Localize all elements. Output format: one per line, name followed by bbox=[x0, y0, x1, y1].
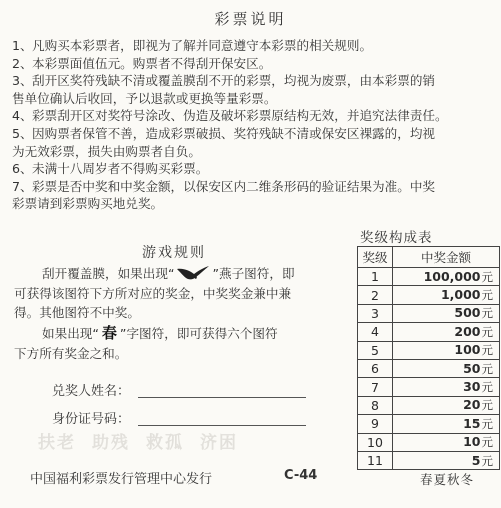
rule-line bbox=[12, 178, 490, 195]
rule-text: 彩票是否中奖和中奖金额，以保安区内二维条形码的验证结果为准。中奖 bbox=[32, 178, 435, 194]
prize-table-title: 奖级构成表 bbox=[360, 230, 433, 246]
currency-unit: 元 bbox=[481, 306, 493, 321]
prize-row bbox=[358, 415, 500, 433]
prize-amount: 100,000 bbox=[423, 268, 481, 284]
rule-text: 未满十八周岁者不得购买彩票。 bbox=[32, 161, 209, 177]
game-rule-text: 如果出现“ bbox=[42, 326, 99, 341]
prize-level: 3 bbox=[358, 304, 393, 322]
rule-line bbox=[12, 55, 490, 72]
id-number-label: 身份证号码： bbox=[52, 412, 131, 427]
currency-unit: 元 bbox=[481, 416, 493, 431]
game-rule-line: 可获得该图符下方所对应的奖金，中奖奖金兼中兼 bbox=[14, 286, 292, 301]
page-title: 彩票说明 bbox=[214, 10, 287, 28]
prize-level: 1 bbox=[358, 268, 393, 286]
prize-amount: 200 bbox=[454, 323, 481, 339]
slogan-word: 扶老 bbox=[38, 433, 76, 453]
prize-row bbox=[358, 341, 500, 359]
claimant-name-field[interactable] bbox=[138, 397, 306, 398]
id-number-field[interactable] bbox=[138, 425, 306, 426]
currency-unit: 元 bbox=[481, 380, 493, 395]
prize-row bbox=[358, 378, 500, 396]
rule-line bbox=[12, 160, 490, 177]
swallow-icon bbox=[176, 265, 210, 281]
rule-number: 5、 bbox=[12, 126, 33, 141]
game-rule-line: 得。其他图符不中奖。 bbox=[14, 305, 140, 320]
prize-table bbox=[357, 246, 500, 470]
rule-line bbox=[12, 90, 490, 107]
issuer-text: 中国福利彩票发行管理中心发行 bbox=[30, 472, 213, 487]
prize-level: 5 bbox=[358, 341, 393, 359]
prize-amount-cell bbox=[393, 396, 500, 414]
slogan-word: 救孤 bbox=[146, 433, 184, 453]
rule-line bbox=[12, 143, 490, 160]
prize-amount: 30 bbox=[463, 379, 481, 395]
prize-amount-cell bbox=[393, 286, 500, 304]
game-rule-line bbox=[42, 264, 372, 284]
prize-amount: 100 bbox=[454, 342, 481, 358]
rule-number: 2、 bbox=[12, 55, 33, 71]
rule-line bbox=[12, 195, 490, 212]
claimant-name-label: 兑奖人姓名： bbox=[52, 384, 131, 399]
game-rules-title: 游戏规则 bbox=[142, 245, 206, 261]
prize-level: 10 bbox=[358, 433, 393, 451]
rule-text: 彩票刮开区对奖符号涂改、伪造及破坏彩票原结构无效，并追究法律责任。 bbox=[32, 108, 448, 124]
spring-symbol: 春 bbox=[101, 324, 117, 342]
prize-amount-cell bbox=[393, 451, 500, 469]
prize-level: 2 bbox=[358, 286, 393, 304]
currency-unit: 元 bbox=[481, 343, 493, 358]
currency-unit: 元 bbox=[481, 269, 493, 284]
prize-amount-cell bbox=[393, 268, 500, 286]
prize-level: 6 bbox=[358, 359, 393, 377]
prize-amount: 20 bbox=[463, 397, 481, 413]
prize-row bbox=[358, 451, 500, 469]
prize-level: 8 bbox=[358, 396, 393, 414]
rule-text: 本彩票面值伍元。购票者不得刮开保安区。 bbox=[32, 55, 272, 71]
prize-amount-cell bbox=[393, 378, 500, 396]
header-level: 奖级 bbox=[358, 247, 393, 268]
currency-unit: 元 bbox=[481, 453, 493, 468]
prize-row bbox=[358, 268, 500, 286]
prize-level: 7 bbox=[358, 378, 393, 396]
rule-text: 售单位确认后收回，予以退款或更换等量彩票。 bbox=[12, 90, 277, 106]
prize-amount-cell bbox=[393, 341, 500, 359]
prize-level: 9 bbox=[358, 415, 393, 433]
prize-amount: 15 bbox=[463, 415, 481, 431]
rule-number: 3、 bbox=[12, 73, 33, 89]
rule-text: 因购票者保管不善，造成彩票破损、奖符残缺不清或保安区裸露的，均视 bbox=[32, 126, 435, 141]
prize-row bbox=[358, 396, 500, 414]
prize-row bbox=[358, 433, 500, 451]
prize-amount: 50 bbox=[463, 360, 481, 376]
prize-level: 11 bbox=[358, 451, 393, 469]
series-name: 春夏秋冬 bbox=[420, 472, 475, 487]
currency-unit: 元 bbox=[481, 288, 493, 303]
game-rule-text: ”字图符，即可获得六个图符 bbox=[119, 326, 278, 341]
slogan-word: 济困 bbox=[200, 433, 238, 453]
slogan bbox=[38, 428, 254, 453]
game-rule-line bbox=[42, 324, 372, 344]
rule-number: 1、 bbox=[12, 38, 33, 53]
prize-level: 4 bbox=[358, 323, 393, 341]
game-rule-text: 刮开覆盖膜，如果出现“ bbox=[42, 266, 175, 281]
slogan-word: 助残 bbox=[92, 433, 130, 453]
prize-amount: 1,000 bbox=[440, 287, 481, 303]
prize-amount: 10 bbox=[463, 434, 481, 450]
prize-row bbox=[358, 304, 500, 322]
prize-amount-cell bbox=[393, 304, 500, 322]
rule-text: 凡购买本彩票者，即视为了解并同意遵守本彩票的相关规则。 bbox=[32, 38, 373, 53]
rule-number: 6、 bbox=[12, 161, 33, 177]
prize-amount: 5 bbox=[471, 452, 481, 468]
rule-line bbox=[12, 72, 490, 89]
prize-amount: 500 bbox=[454, 305, 481, 321]
prize-amount-cell bbox=[393, 415, 500, 433]
rule-line bbox=[12, 125, 490, 142]
prize-row bbox=[358, 286, 500, 304]
header-amount: 中奖金额 bbox=[393, 247, 500, 268]
currency-unit: 元 bbox=[481, 398, 493, 413]
currency-unit: 元 bbox=[481, 435, 493, 450]
rule-number: 7、 bbox=[12, 178, 33, 194]
prize-amount-cell bbox=[393, 359, 500, 377]
rule-line bbox=[12, 107, 490, 124]
prize-row bbox=[358, 359, 500, 377]
prize-amount-cell bbox=[393, 433, 500, 451]
prize-table-header bbox=[358, 247, 500, 268]
currency-unit: 元 bbox=[481, 324, 493, 339]
game-rule-line: 下方所有奖金之和。 bbox=[14, 346, 128, 361]
currency-unit: 元 bbox=[481, 361, 493, 376]
rule-line bbox=[12, 37, 490, 54]
rule-text: 刮开区奖符残缺不清或覆盖膜刮不开的彩票，均视为废票，由本彩票的销 bbox=[32, 73, 435, 89]
prize-amount-cell bbox=[393, 323, 500, 341]
rule-text: 为无效彩票，损失由购票者自负。 bbox=[12, 143, 201, 159]
rule-text: 彩票请到彩票购买地兑奖。 bbox=[12, 196, 164, 212]
rule-number: 4、 bbox=[12, 108, 33, 124]
ticket-code: C-44 bbox=[284, 468, 318, 483]
game-rule-text: ”燕子图符，即 bbox=[212, 266, 295, 281]
prize-row bbox=[358, 323, 500, 341]
